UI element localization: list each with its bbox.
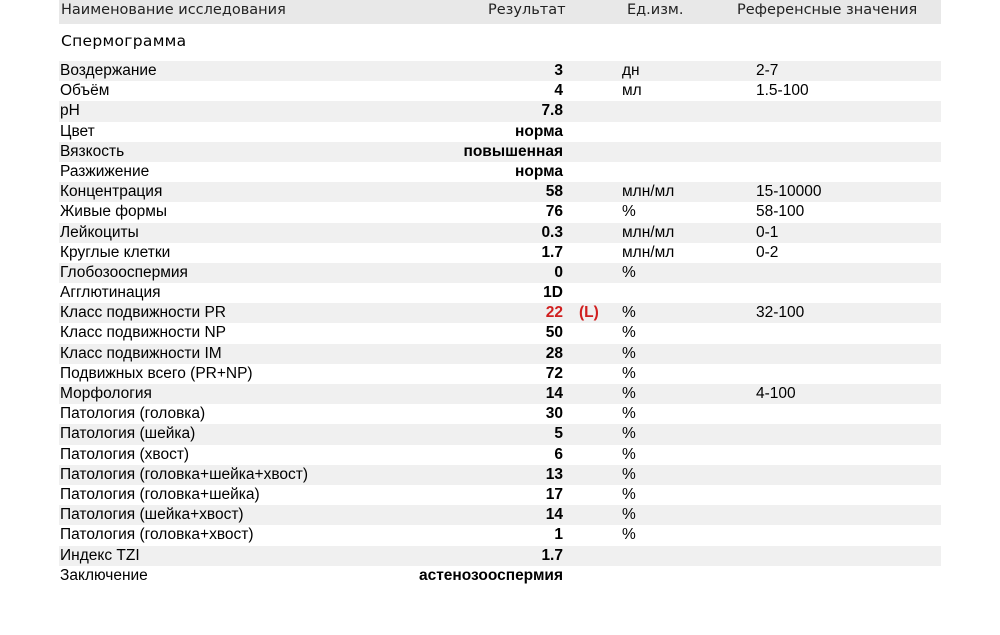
row-name: Вязкость <box>60 142 125 160</box>
row-value: 5 <box>554 425 563 443</box>
row-name: Класс подвижности NP <box>60 324 227 342</box>
row-value: 6 <box>554 445 563 463</box>
row-unit: % <box>622 263 636 281</box>
row-name: Живые формы <box>60 203 168 221</box>
row-reference: 1.5-100 <box>756 82 809 100</box>
row-value: повышенная <box>463 142 563 160</box>
row-value: 58 <box>545 183 563 201</box>
row-value: 1D <box>543 284 563 302</box>
table-row <box>59 323 941 343</box>
table-row <box>59 122 941 142</box>
table-row <box>59 546 941 566</box>
row-unit: % <box>622 445 636 463</box>
row-reference: 4-100 <box>756 385 796 402</box>
row-name: Разжижение <box>60 162 150 180</box>
row-name: Концентрация <box>60 183 163 201</box>
table-header <box>59 0 941 24</box>
table-row <box>59 303 941 323</box>
table-row <box>59 566 941 586</box>
row-name: Глобозооспермия <box>60 263 188 281</box>
row-flag: (L) <box>579 304 599 322</box>
table-row <box>59 364 941 384</box>
row-unit: % <box>622 425 636 443</box>
row-value: 1.7 <box>541 546 563 564</box>
row-unit: % <box>622 364 636 382</box>
row-value: 76 <box>545 203 563 221</box>
row-name: Заключение <box>60 566 148 584</box>
row-unit: % <box>622 465 636 483</box>
row-reference: 0-2 <box>756 243 779 261</box>
table-row <box>59 81 941 101</box>
table-row <box>59 162 941 182</box>
table-row <box>59 142 941 162</box>
row-name: Подвижных всего (PR+NP) <box>60 364 253 382</box>
header-reference-column: Референсные значения <box>737 2 918 18</box>
table-row <box>59 445 941 465</box>
table-row <box>59 404 941 424</box>
row-name: Воздержание <box>60 62 157 79</box>
row-name: pH <box>60 102 80 120</box>
table-row <box>59 61 941 81</box>
row-reference: 2-7 <box>756 62 779 79</box>
row-reference: 32-100 <box>756 304 805 322</box>
row-value: 4 <box>554 82 563 100</box>
row-value: 14 <box>545 506 563 524</box>
row-unit: % <box>622 324 636 342</box>
table-row <box>59 202 941 222</box>
row-value: 50 <box>545 324 563 342</box>
row-reference: 58-100 <box>756 203 805 221</box>
row-value: 72 <box>545 364 563 382</box>
row-value: астенозооспермия <box>418 566 563 584</box>
table-row <box>59 384 941 404</box>
table-row <box>59 344 941 364</box>
row-unit: % <box>622 385 636 402</box>
row-name: Патология (головка) <box>60 405 206 423</box>
row-name: Патология (головка+шейка) <box>60 485 260 503</box>
row-name: Патология (головка+шейка+хвост) <box>60 465 309 483</box>
table-row <box>59 182 941 202</box>
row-name: Патология (шейка+хвост) <box>60 506 244 524</box>
row-value: 13 <box>545 465 563 483</box>
row-value: 1 <box>554 526 563 544</box>
row-value: 28 <box>545 344 563 362</box>
row-name: Патология (головка+хвост) <box>60 526 254 544</box>
row-unit: % <box>622 506 636 524</box>
table-row <box>59 424 941 444</box>
header-name-column: Наименование исследования <box>61 2 286 18</box>
row-unit: млн/мл <box>622 223 675 241</box>
row-unit: % <box>622 405 636 423</box>
table-row <box>59 465 941 485</box>
header-unit-column: Ед.изм. <box>627 2 684 18</box>
row-value: 1.7 <box>541 243 563 261</box>
row-name: Класс подвижности IM <box>60 344 222 362</box>
row-unit: % <box>622 526 636 544</box>
row-name: Агглютинация <box>60 284 161 302</box>
row-value: 14 <box>545 385 563 402</box>
row-unit: % <box>622 485 636 503</box>
row-name: Индекс TZI <box>60 546 140 564</box>
row-value: 0 <box>554 263 563 281</box>
table-row <box>59 283 941 303</box>
row-value: норма <box>515 122 563 140</box>
row-unit: млн/мл <box>622 183 675 201</box>
row-name: Цвет <box>60 122 95 140</box>
row-unit: дн <box>622 62 640 79</box>
table-row <box>59 243 941 263</box>
row-name: Лейкоциты <box>60 223 139 241</box>
results-table <box>59 61 941 586</box>
row-unit: мл <box>622 82 642 100</box>
table-row <box>59 525 941 545</box>
table-row <box>59 505 941 525</box>
row-unit: млн/мл <box>622 243 675 261</box>
row-value: 7.8 <box>541 102 563 120</box>
row-value: 3 <box>554 62 563 79</box>
row-name: Объём <box>60 82 110 100</box>
row-reference: 0-1 <box>756 223 779 241</box>
row-value: норма <box>515 162 563 180</box>
row-value: 30 <box>545 405 563 423</box>
row-name: Класс подвижности PR <box>60 304 227 322</box>
row-unit: % <box>622 304 636 322</box>
row-name: Патология (хвост) <box>60 445 190 463</box>
row-value: 22 <box>545 304 563 322</box>
row-reference: 15-10000 <box>756 183 822 201</box>
table-row <box>59 101 941 121</box>
row-unit: % <box>622 203 636 221</box>
section-title: Спермограмма <box>61 32 187 50</box>
table-row <box>59 263 941 283</box>
row-value: 0.3 <box>541 223 563 241</box>
row-name: Круглые клетки <box>60 243 171 261</box>
table-row <box>59 485 941 505</box>
header-result-column: Результат <box>488 2 566 18</box>
row-name: Морфология <box>60 385 152 402</box>
row-value: 17 <box>545 485 563 503</box>
table-row <box>59 223 941 243</box>
row-unit: % <box>622 344 636 362</box>
row-name: Патология (шейка) <box>60 425 196 443</box>
